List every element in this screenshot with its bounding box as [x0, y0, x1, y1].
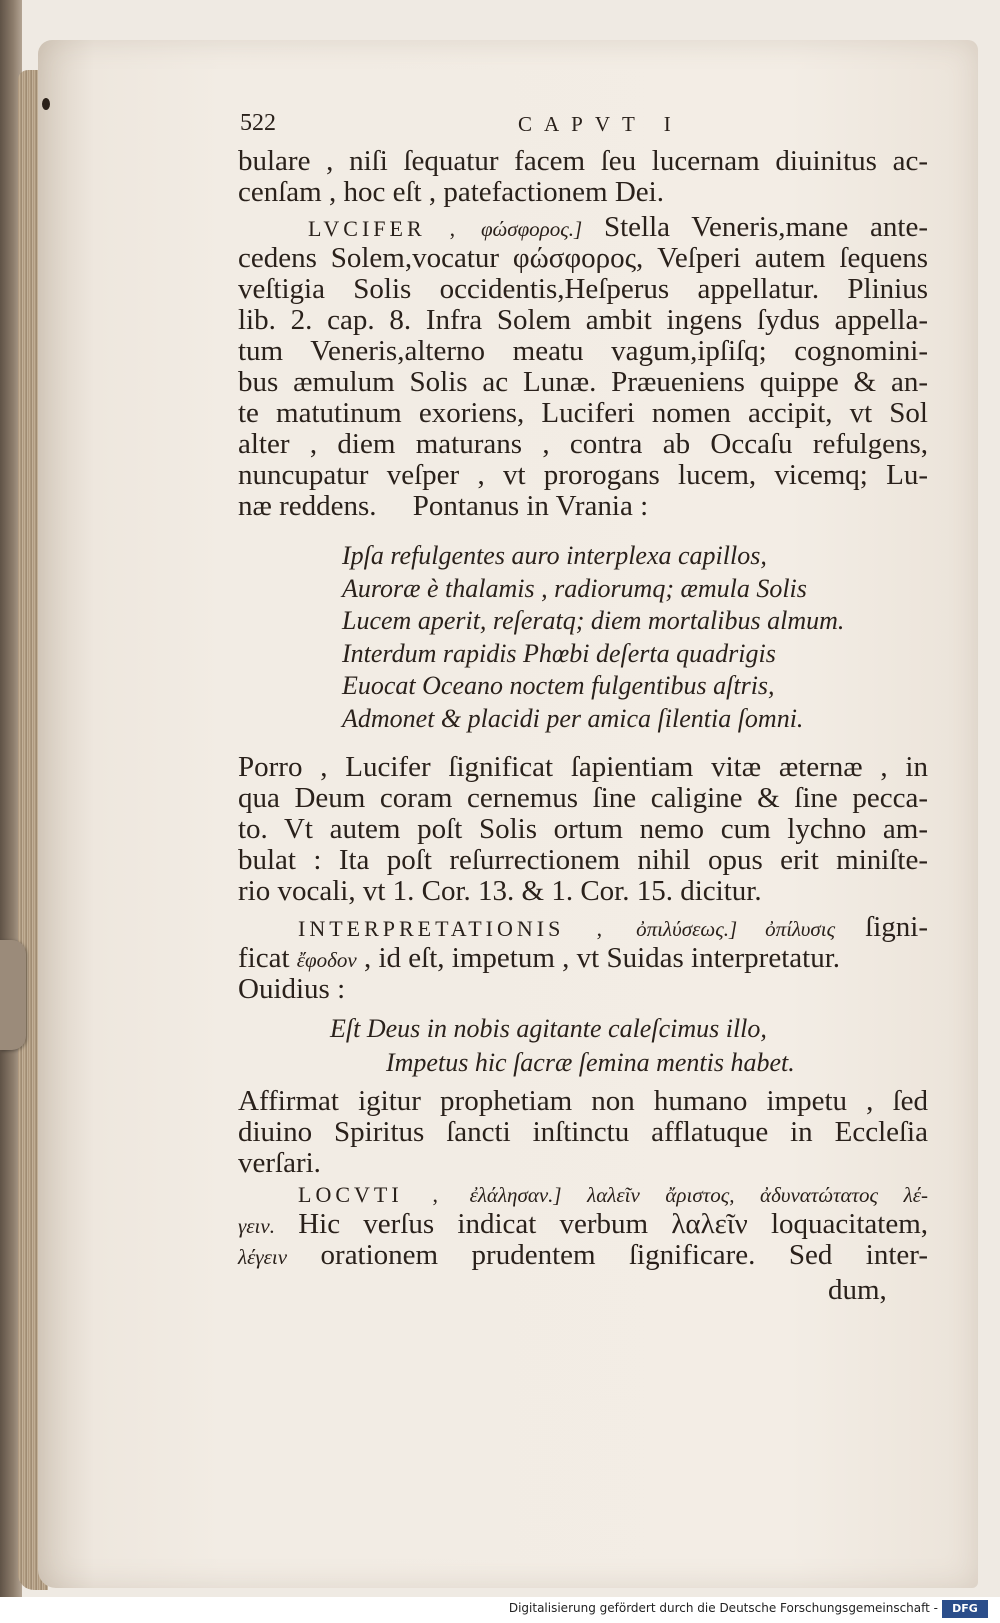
text-line — [238, 1240, 928, 1271]
lemma-locuti: LOCVTI , — [298, 1182, 442, 1207]
lemma-line — [238, 1178, 928, 1209]
text-line: rio vocali, vt 1. Cor. 13. & 1. Cor. 15. dicitur. — [238, 875, 762, 907]
text-line: cedens Solem,vocatur φώσφορος, Veſperi autem ſequens — [238, 242, 928, 274]
verse-line: Admonet & placidi per amica ſilentia ſomni. — [342, 703, 804, 733]
verse-line: Eſt Deus in nobis agitante caleſcimus illo, — [330, 1014, 767, 1043]
text-line: tum Veneris,alterno meatu vagum,ipſiſq; cognomini- — [238, 335, 928, 367]
running-title: CAPVT I — [518, 112, 683, 136]
text-line: Porro , Lucifer ſignificat ſapientiam vitæ æternæ , in — [238, 751, 928, 783]
text-line: alter , diem maturans , contra ab Occaſu refulgens, — [238, 428, 928, 460]
paragraph-continuation — [238, 146, 928, 208]
verse-line: Impetus hic ſacræ ſemina mentis habet. — [386, 1048, 795, 1077]
line-rest: , id eſt, impetum , vt Suidas interpretatur. — [364, 942, 841, 974]
pontanus-verse — [342, 540, 902, 735]
greek-term: φώσφορος.] — [480, 217, 583, 241]
text-line: to. Vt autem poſt Solis ortum nemo cum lychno am- — [238, 813, 928, 845]
greek-term: ἔφοδον — [296, 948, 357, 972]
ovid-verse — [330, 1012, 850, 1080]
page-number: 522 — [240, 110, 276, 136]
lemma-rest: Stella Veneris,mane ante- — [603, 211, 929, 243]
verse-line: Auroræ è thalamis , radiorumq; æmula Solis — [342, 573, 807, 603]
dfg-logo: DFG — [942, 1600, 988, 1618]
greek-term: γειν. — [238, 1214, 275, 1238]
line-rest: orationem prudentem ſignificare. Sed inter- — [320, 1239, 929, 1271]
lucifer-paragraph — [238, 212, 928, 522]
text-line: verſari. — [238, 1147, 321, 1179]
credit-banner — [0, 1597, 1000, 1623]
greek-term: ἐλάλησαν.] λαλεῖν ἄριστος, ἀδυνατώτατος λέ- — [469, 1183, 928, 1207]
verse-line: Ipſa refulgentes auro interplexa capillos, — [342, 541, 767, 570]
text-line: veſtigia Solis occidentis,Heſperus appellatur. Plinius — [238, 273, 928, 305]
text-line — [238, 943, 928, 974]
lemma-interpretationis: INTERPRETATIONIS , — [298, 916, 607, 941]
porro-paragraph — [238, 752, 928, 907]
text-line: diuino Spiritus ſancti inſtinctu afflatuque in Eccleſia — [238, 1116, 928, 1148]
lemma-rest: ſigni- — [865, 911, 928, 943]
text-line: qua Deum coram cernemus ſine caligine & ſine pecca- — [238, 782, 928, 814]
interpretationis-paragraph — [238, 912, 928, 1005]
lemma-line — [238, 912, 928, 943]
verse-line: Interdum rapidis Phœbi deſerta quadrigis — [342, 638, 776, 668]
greek-term: λέγειν — [238, 1245, 288, 1269]
ink-dot — [42, 98, 50, 110]
text-line: Ouidius : — [238, 973, 346, 1005]
verse-line: Lucem aperit, reſeratq; diem mortalibus almum. — [342, 606, 845, 635]
locuti-paragraph — [238, 1178, 928, 1271]
text-line: Affirmat igitur prophetiam non humano impetu , ſed — [238, 1085, 928, 1117]
verse-line: Euocat Oceano noctem fulgentibus aſtris, — [342, 671, 775, 700]
running-head — [240, 110, 700, 140]
text-line: cenſam , hoc eſt , patefactionem Dei. — [238, 176, 664, 208]
credit-text: Digitalisierung gefördert durch die Deutsche Forschungsgemeinschaft - — [508, 1601, 938, 1615]
text-line — [238, 1209, 928, 1240]
catchword: dum, — [828, 1274, 887, 1306]
affirmat-paragraph — [238, 1086, 928, 1179]
text-line: bulare , niſi ſequatur facem ſeu lucernam diuinitus ac- — [238, 145, 928, 177]
greek-term: ὀπιλύσεως.] ὀπίλυσις — [636, 917, 836, 941]
text-line: nuncupatur veſper , vt prorogans lucem, vicemq; Lu- — [238, 459, 928, 491]
line-rest: Hic verſus indicat verbum λαλεῖν loquacitatem, — [298, 1208, 928, 1240]
text-line: lib. 2. cap. 8. Infra Solem ambit ingens ſydus appella- — [238, 304, 928, 336]
text-line: bus æmulum Solis ac Lunæ. Præueniens quippe & an- — [238, 366, 928, 398]
lemma-lucifer: LVCIFER , — [308, 216, 460, 241]
line-start: ficat — [238, 942, 290, 974]
text-line: næ reddens. Pontanus in Vrania : — [238, 490, 649, 522]
clasp-tab — [0, 940, 26, 1050]
text-line: te matutinum exoriens, Luciferi nomen accipit, vt Sol — [238, 397, 928, 429]
lemma-line — [238, 212, 928, 243]
text-line: bulat : Ita poſt reſurrectionem nihil opus erit miniſte- — [238, 844, 928, 876]
